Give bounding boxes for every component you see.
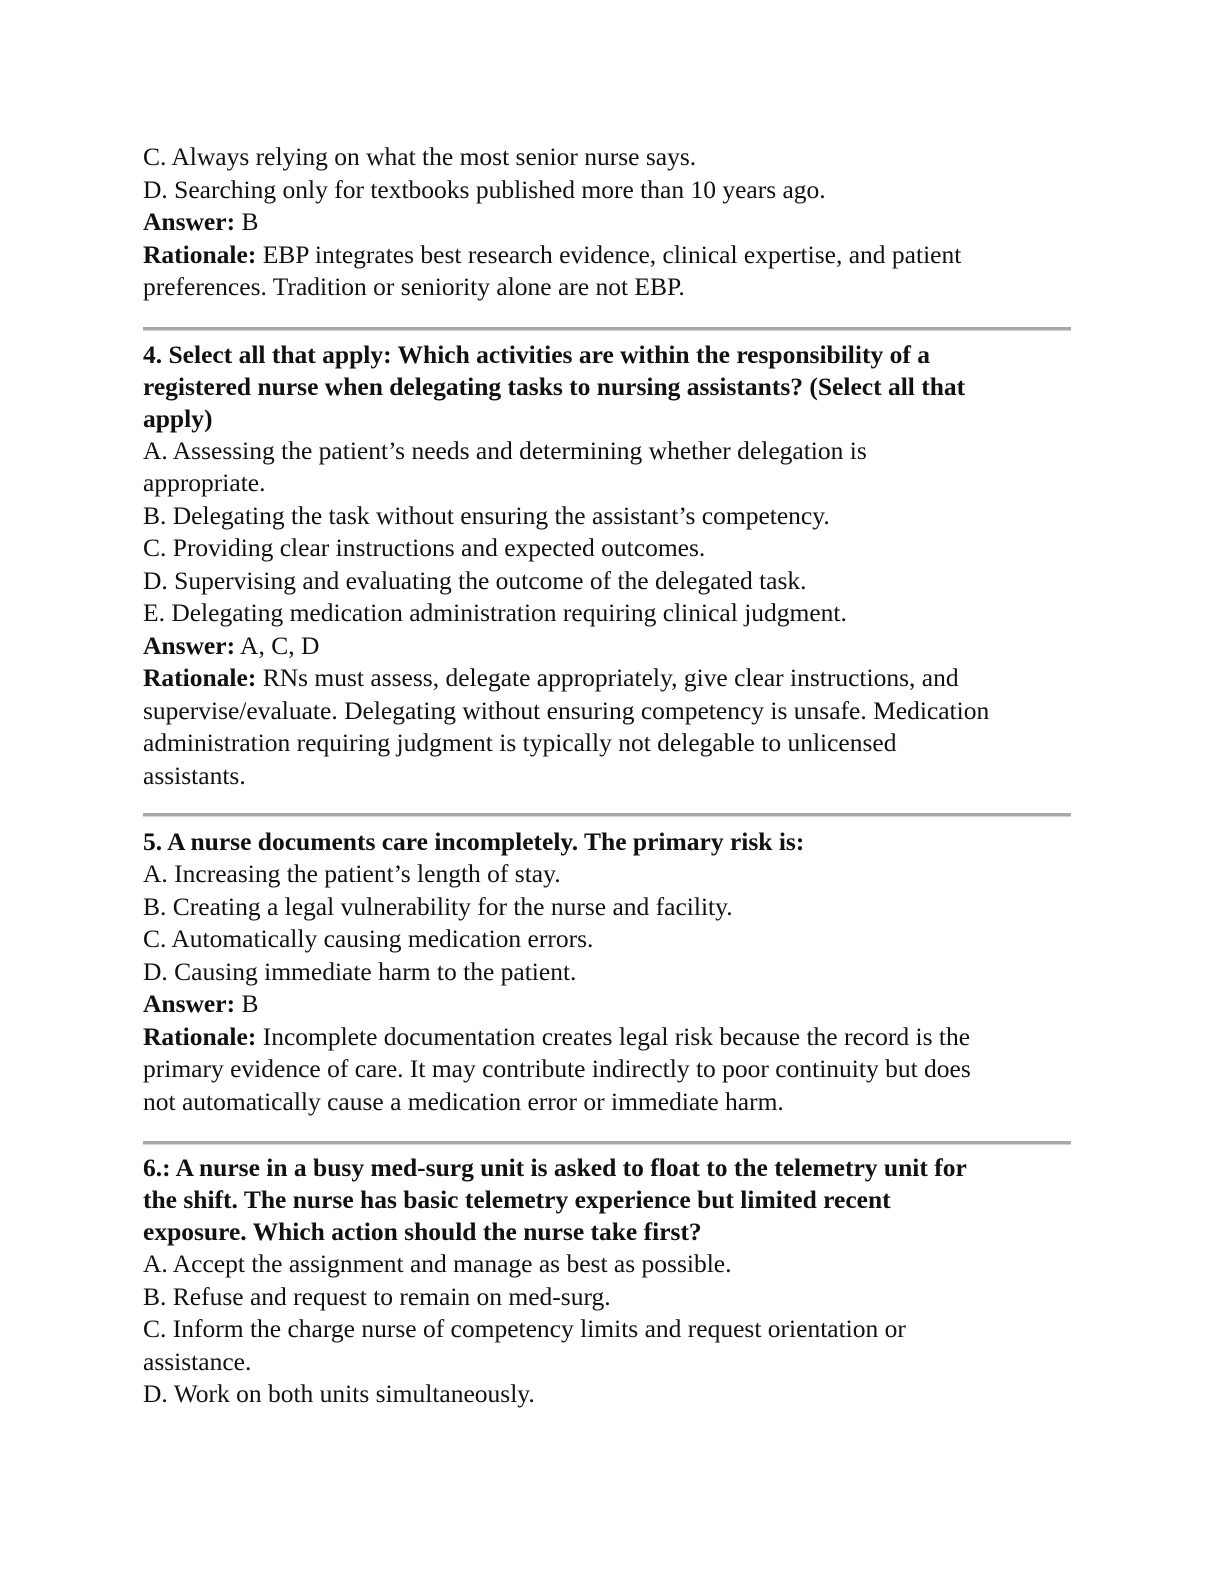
option-b: B. Delegating the task without ensuring the assistant’s competency. (143, 500, 830, 530)
option-e: E. Delegating medication administration requiring clinical judgment. (143, 598, 847, 627)
answer-line (143, 988, 1073, 1021)
rationale-label: Rationale: (143, 1021, 257, 1051)
question-title-line: apply) (143, 403, 213, 433)
option-d: D. Searching only for textbooks published more than 10 years ago. (143, 174, 826, 204)
question-title-line: 4. Select all that apply: Which activities are within the responsibility of a (143, 339, 930, 369)
rationale-label: Rationale: (143, 239, 257, 269)
section-divider (143, 813, 1071, 817)
option-a: A. Accept the assignment and manage as best as possible. (143, 1249, 732, 1278)
answer-label: Answer: (143, 207, 236, 236)
option-b: B. Refuse and request to remain on med-surg. (143, 1281, 611, 1311)
section-divider (143, 1141, 1071, 1145)
question-title-line: exposure. Which action should the nurse take first? (143, 1217, 702, 1246)
option-c: C. Inform the charge nurse of competency limits and request orientation or (143, 1314, 906, 1343)
answer-line (143, 206, 1073, 239)
answer-value: A, C, D (235, 630, 320, 660)
option-b: B. Creating a legal vulnerability for the nurse and facility. (143, 891, 733, 921)
rationale-text: EBP integrates best research evidence, clinical expertise, and patient (256, 239, 962, 269)
rationale-text: RNs must assess, delegate appropriately, give clear instructions, and (256, 663, 959, 692)
question-title-line: registered nurse when delegating tasks to nursing assistants? (Select all that (143, 371, 966, 401)
rationale-line-2: supervise/evaluate. Delegating without ensuring competency is unsafe. Medication (143, 695, 990, 725)
option-d: D. Work on both units simultaneously. (143, 1379, 535, 1408)
rationale-line-1 (143, 662, 1073, 695)
option-c-cont: assistance. (143, 1346, 252, 1376)
option-d: D. Supervising and evaluating the outcome of the delegated task. (143, 565, 807, 595)
question-title-line: 6.: A nurse in a busy med-surg unit is asked to float to the telemetry unit for (143, 1153, 967, 1182)
rationale-text: Incomplete documentation creates legal risk because the record is the (256, 1021, 971, 1051)
answer-label: Answer: (143, 630, 236, 660)
option-d: D. Causing immediate harm to the patient. (143, 956, 577, 986)
rationale-line-2: preferences. Tradition or seniority alone are not EBP. (143, 272, 685, 301)
option-c: C. Automatically causing medication errors. (143, 924, 594, 953)
answer-value: B (235, 989, 259, 1018)
option-c: C. Always relying on what the most senior nurse says. (143, 142, 697, 171)
option-c: C. Providing clear instructions and expected outcomes. (143, 533, 706, 562)
rationale-line-1 (143, 1021, 1073, 1054)
answer-line (143, 630, 1073, 663)
question-title-line: 5. A nurse documents care incompletely. The primary risk is: (143, 827, 805, 856)
question-title-line: the shift. The nurse has basic telemetry experience but limited recent (143, 1185, 891, 1214)
question-3-tail (143, 141, 1073, 304)
document-page (143, 141, 1073, 1411)
option-a: A. Increasing the patient’s length of stay. (143, 859, 561, 888)
rationale-line-3: not automatically cause a medication error or immediate harm. (143, 1086, 784, 1116)
option-a-cont: appropriate. (143, 468, 266, 497)
question-6 (143, 1152, 1073, 1411)
option-a: A. Assessing the patient’s needs and determining whether delegation is (143, 435, 867, 465)
rationale-line-2: primary evidence of care. It may contribute indirectly to poor continuity but does (143, 1054, 971, 1083)
answer-label: Answer: (143, 989, 236, 1018)
rationale-line-3: administration requiring judgment is typically not delegable to unlicensed (143, 728, 897, 757)
rationale-line-4: assistants. (143, 760, 246, 790)
rationale-line-1 (143, 239, 1073, 272)
question-5 (143, 826, 1073, 1118)
answer-value: B (235, 207, 259, 236)
question-4 (143, 339, 1073, 793)
rationale-label: Rationale: (143, 663, 257, 692)
section-divider (143, 327, 1071, 331)
